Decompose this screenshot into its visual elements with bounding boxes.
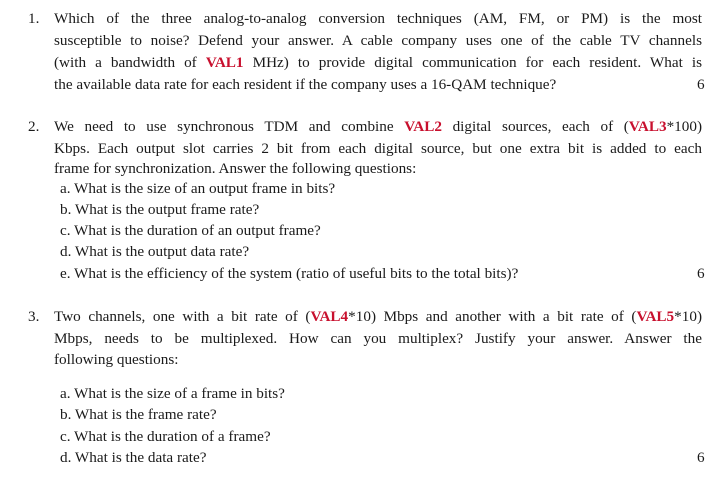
question-text-line [54,117,702,137]
text-fragment: digital sources, each of ( [441,118,629,135]
subquestion: d. What is the output data rate? [60,243,250,260]
subquestion: a. What is the size of an output frame in bits? [60,180,336,197]
question-text-line: Kbps. Each output slot carries 2 bit from each digital source, but one extra bit is added to each [54,140,702,157]
question-text-line [54,307,702,327]
question-text-line: the available data rate for each resident if the company uses a 16-QAM technique? [54,76,557,93]
text-fragment: *10) [674,308,702,325]
variable-placeholder: VAL4 [310,308,349,325]
question-number: 1. [28,10,40,27]
question-number: 3. [28,308,40,325]
subquestion: c. What is the duration of an output frame? [60,222,321,239]
text-fragment: We need to use synchronous TDM and combine [54,118,405,135]
question-number: 2. [28,118,40,135]
question-text-line: Mbps, needs to be multiplexed. How can you multiplex? Justify your answer. Answer the [54,330,702,347]
text-fragment: MHz) to provide digital communication for each resident. What is [243,54,702,71]
subquestion: c. What is the duration of a frame? [60,428,271,445]
subquestion: e. What is the efficiency of the system (ratio of useful bits to the total bits)? [60,265,519,282]
question-text-line [54,53,702,73]
subquestion: d. What is the data rate? [60,449,207,466]
question-points: 6 [697,76,705,93]
question-text-line: following questions: [54,351,179,368]
text-fragment: *10) Mbps and another with a bit rate of ( [348,308,637,325]
subquestion: b. What is the output frame rate? [60,201,260,218]
text-fragment: (with a bandwidth of [54,54,206,71]
variable-placeholder: VAL3 [628,118,667,135]
text-fragment: Two channels, one with a bit rate of ( [54,308,311,325]
subquestion: b. What is the frame rate? [60,406,217,423]
question-points: 6 [697,265,705,282]
text-fragment: *100) [666,118,702,135]
variable-placeholder: VAL2 [404,118,442,135]
subquestion: a. What is the size of a frame in bits? [60,385,285,402]
variable-placeholder: VAL5 [636,308,675,325]
question-points: 6 [697,449,705,466]
question-text-line: susceptible to noise? Defend your answer. A cable company uses one of the cable TV channels [54,32,702,49]
question-text-line: Which of the three analog-to-analog conversion techniques (AM, FM, or PM) is the most [54,10,702,27]
question-text-line: frame for synchronization. Answer the following questions: [54,160,417,177]
variable-placeholder: VAL1 [205,54,244,71]
